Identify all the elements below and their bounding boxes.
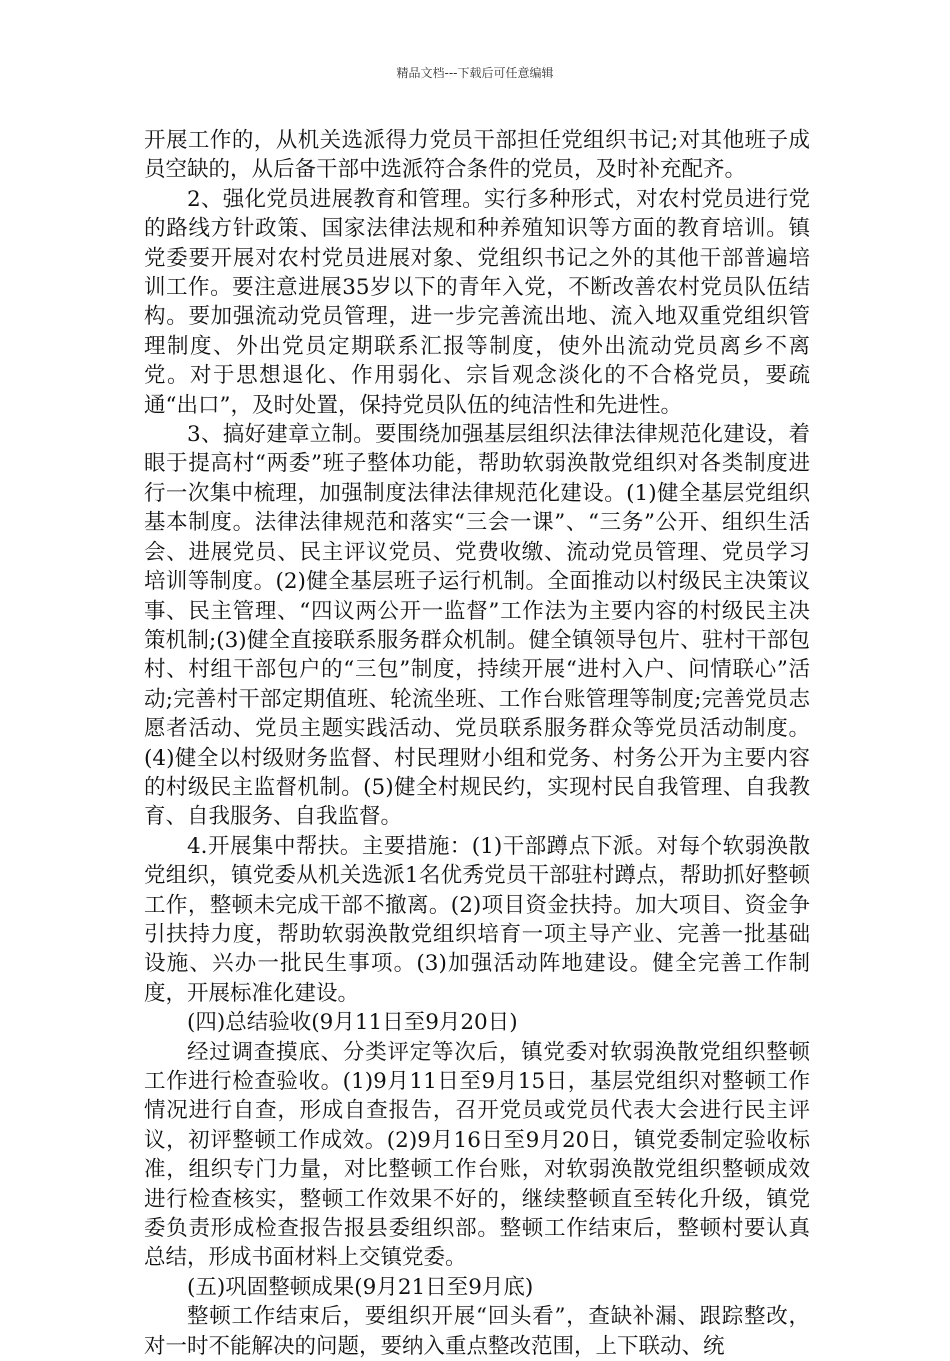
- paragraph: 4.开展集中帮扶。主要措施：(1)干部蹲点下派。对每个软弱涣散党组织，镇党委从机关选派1名优秀党员干部驻村蹲点，帮助抓好整顿工作，整顿未完成干部不撤离。(2)项目资金扶持。加大项目、资金争引扶持力度，帮助软弱涣散党组织培育一项主导产业、完善一批基础设施、兴办一批民生事项。(3)加强活动阵地建设。健全完善工作制度，开展标准化建设。: [144, 833, 810, 1006]
- document-body: [144, 126, 810, 1361]
- section-heading: (四)总结验收(9月11日至9月20日): [187, 1010, 518, 1036]
- page-header: 精品文档---下载后可任意编辑: [396, 66, 554, 80]
- section-heading: (五)巩固整顿成果(9月21日至9月底): [187, 1274, 534, 1300]
- paragraph: 经过调查摸底、分类评定等次后，镇党委对软弱涣散党组织整顿工作进行检查验收。(1)9月11日至9月15日，基层党组织对整顿工作情况进行自查，形成自查报告，召开党员或党员代表大会进行民主评议，初评整顿工作成效。(2)9月16日至9月20日，镇党委制定验收标准，组织专门力量，对比整顿工作台账，对软弱涣散党组织整顿成效进行检查核实，整顿工作效果不好的，继续整顿直至转化升级，镇党委负责形成检查报告报县委组织部。整顿工作结束后，整顿村要认真总结，形成书面材料上交镇党委。: [144, 1039, 810, 1271]
- paragraph: 开展工作的，从机关选派得力党员干部担任党组织书记;对其他班子成员空缺的，从后备干部中选派符合条件的党员，及时补充配齐。: [144, 128, 810, 183]
- paragraph: 整顿工作结束后，要组织开展“回头看”，查缺补漏、跟踪整改，对一时不能解决的问题，要纳入重点整改范围，上下联动、统: [144, 1304, 810, 1359]
- paragraph: 3、搞好建章立制。要围绕加强基层组织法律法律规范化建设，着眼于提高村“两委”班子整体功能，帮助软弱涣散党组织对各类制度进行一次集中梳理，加强制度法律法律规范化建设。(1)健全基层党组织基本制度。法律法律规范和落实“三会一课”、“三务”公开、组织生活会、进展党员、民主评议党员、党费收缴、流动党员管理、党员学习培训等制度。(2)健全基层班子运行机制。全面推动以村级民主决策议事、民主管理、“四议两公开一监督”工作法为主要内容的村级民主决策机制;(3)健全直接联系服务群众机制。健全镇领导包片、驻村干部包村、村组干部包户的“三包”制度，持续开展“进村入户、问情联心”活动;完善村干部定期值班、轮流坐班、工作台账管理等制度;完善党员志愿者活动、党员主题实践活动、党员联系服务群众等党员活动制度。(4)健全以村级财务监督、村民理财小组和党务、村务公开为主要内容的村级民主监督机制。(5)健全村规民约，实现村民自我管理、自我教育、自我服务、自我监督。: [144, 422, 810, 830]
- paragraph: 2、强化党员进展教育和管理。实行多种形式，对农村党员进行党的路线方针政策、国家法律法规和种养殖知识等方面的教育培训。镇党委要开展对农村党员进展对象、党组织书记之外的其他干部普遍培训工作。要注意进展35岁以下的青年入党，不断改善农村党员队伍结构。要加强流动党员管理，进一步完善流出地、流入地双重党组织管理制度、外出党员定期联系汇报等制度，使外出流动党员离乡不离党。对于思想退化、作用弱化、宗旨观念淡化的不合格党员，要疏通“出口”，及时处置，保持党员队伍的纯洁性和先进性。: [144, 186, 810, 418]
